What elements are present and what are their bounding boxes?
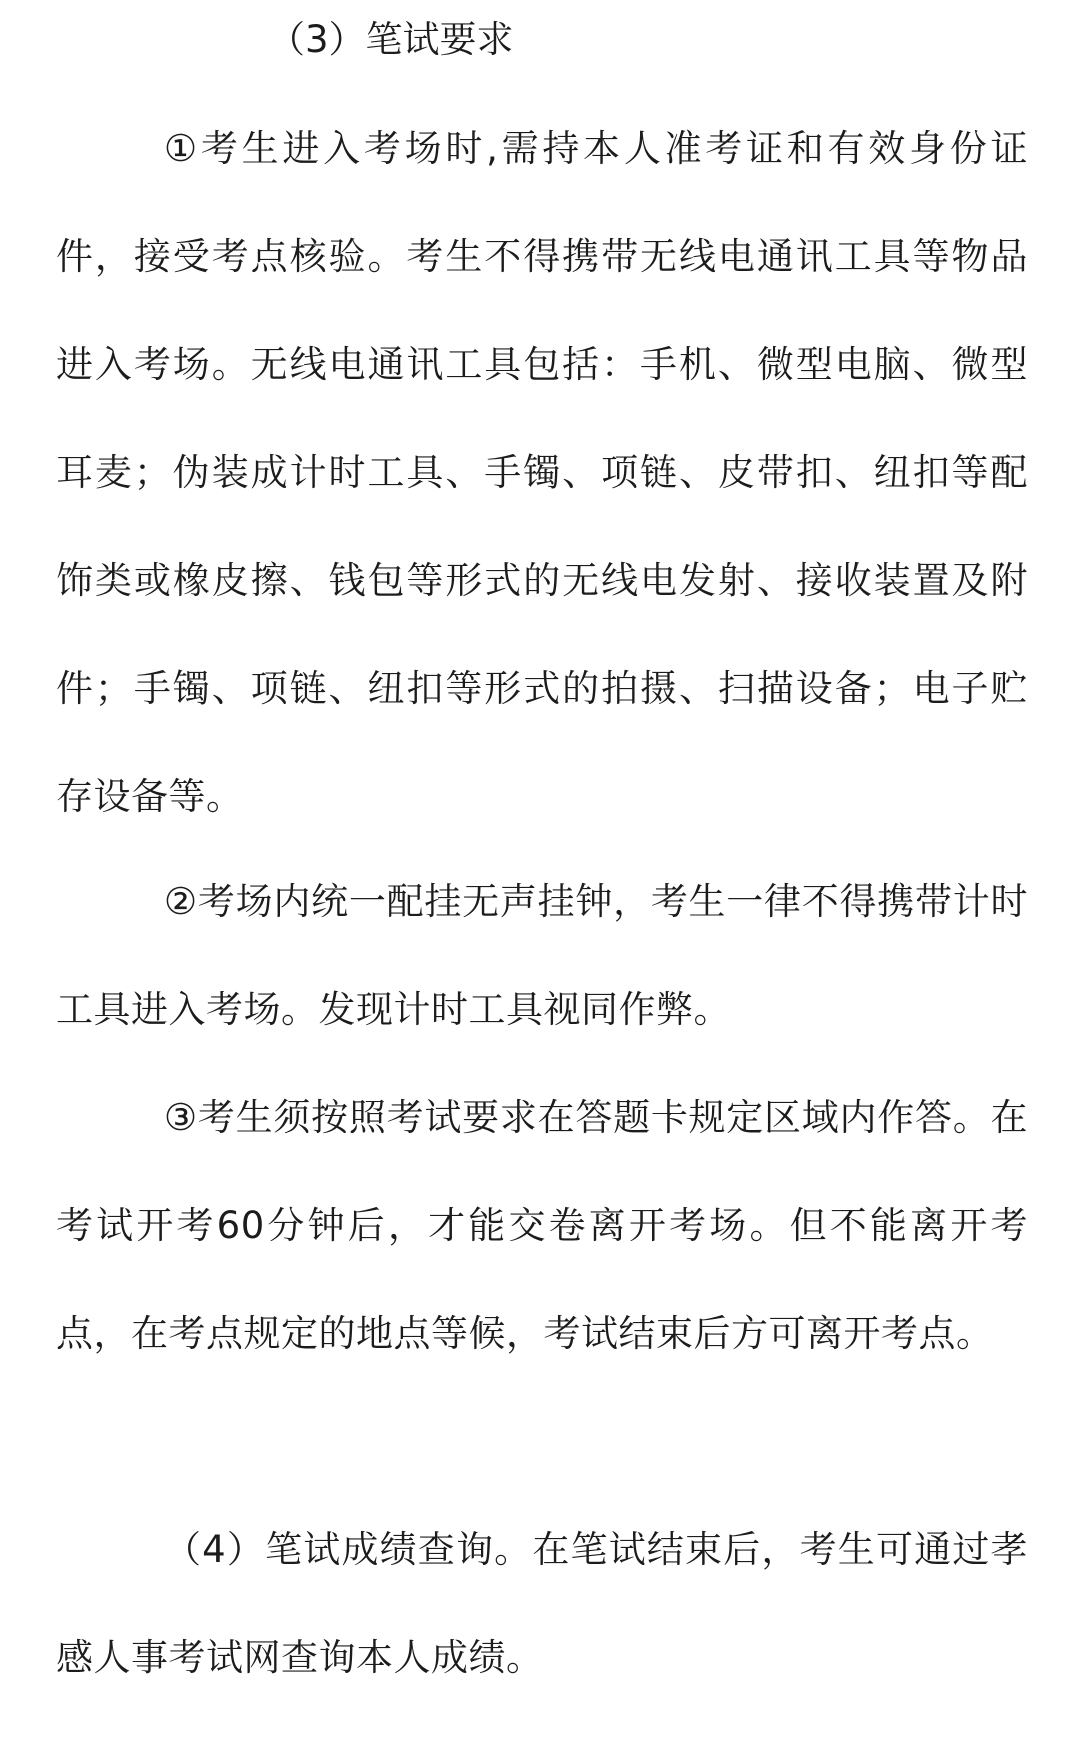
paragraph-score-query: （4）笔试成绩查询。在笔试结束后，考生可通过孝感人事考试网查询本人成绩。 — [56, 1528, 1028, 1679]
paragraph-timing-devices: ②考场内统一配挂无声挂钟，考生一律不得携带计时工具进入考场。发现计时工具视同作弊。 — [56, 880, 1028, 1031]
section-heading: （3）笔试要求 — [268, 18, 514, 61]
paragraph-answer-rules: ③考生须按照考试要求在答题卡规定区域内作答。在考试开考60分钟后，才能交卷离开考场。但不能离开考点，在考点规定的地点等候，考试结束后方可离开考点。 — [56, 1096, 1028, 1355]
paragraph-admission-requirements: ①考生进入考场时,需持本人准考证和有效身份证件，接受考点核验。考生不得携带无线电通讯工具等物品进入考场。无线电通讯工具包括：手机、微型电脑、微型耳麦；伪装成计时工具、手镯、项链、皮带扣、纽扣等配饰类或橡皮擦、钱包等形式的无线电发射、接收装置及附件；手镯、项链、纽扣等形式的拍摄、扫描设备；电子贮存设备等。 — [56, 127, 1028, 818]
